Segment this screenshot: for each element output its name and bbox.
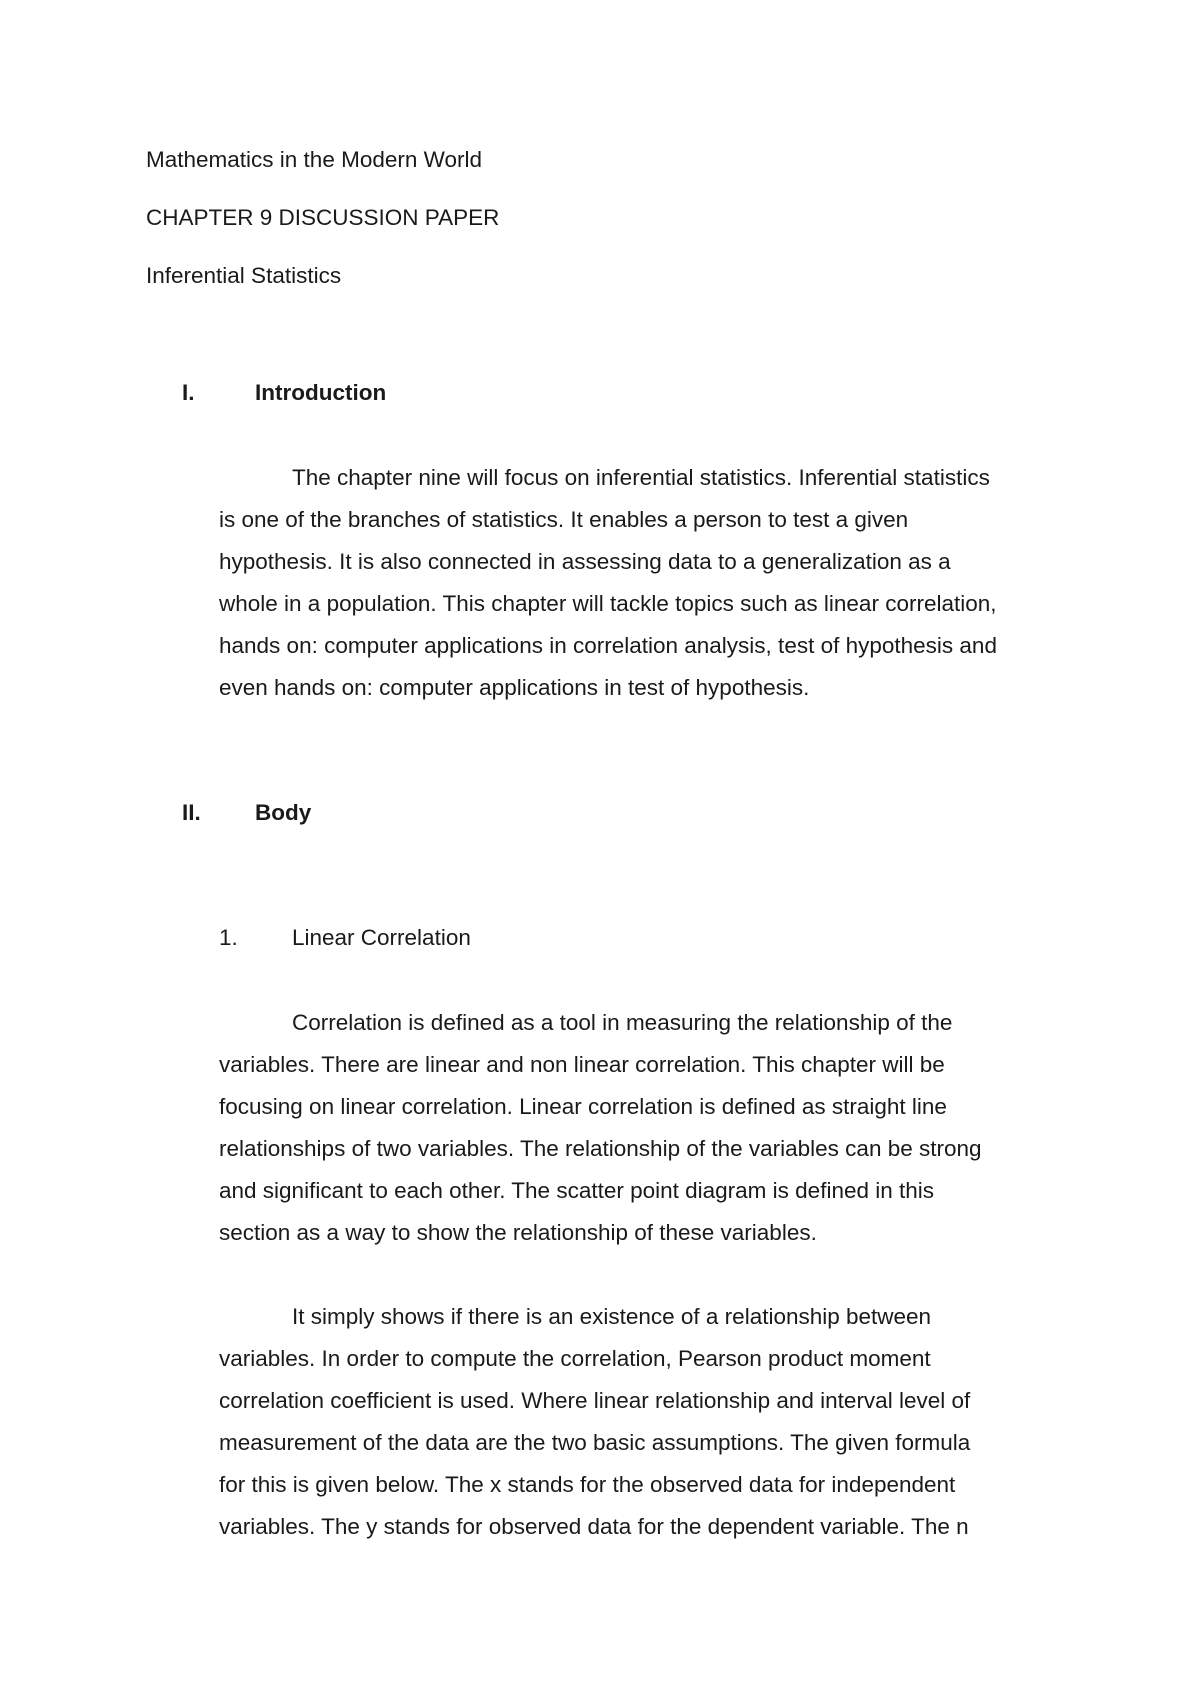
chapter-title: CHAPTER 9 DISCUSSION PAPER: [146, 205, 500, 230]
section-number-intro: I.: [182, 380, 195, 405]
paragraph-line: and significant to each other. The scatter point diagram is defined in this: [219, 1178, 935, 1203]
paragraph-line: focusing on linear correlation. Linear correlation is defined as straight line: [219, 1094, 947, 1119]
linear-correlation-paragraph-2: [219, 1296, 1079, 1548]
intro-paragraph-line: The chapter nine will focus on inferential statistics. Inferential statistics: [292, 465, 990, 490]
intro-paragraph-line: whole in a population. This chapter will tackle topics such as linear correlation,: [219, 591, 997, 616]
section-number-body: II.: [182, 800, 201, 825]
paragraph-line: Correlation is defined as a tool in measuring the relationship of the: [292, 1010, 953, 1035]
intro-paragraph-line: even hands on: computer applications in test of hypothesis.: [219, 675, 810, 700]
paragraph-line: variables. In order to compute the correlation, Pearson product moment: [219, 1346, 931, 1371]
paragraph-line: variables. There are linear and non linear correlation. This chapter will be: [219, 1052, 945, 1077]
intro-paragraph-line: hypothesis. It is also connected in assessing data to a generalization as a: [219, 549, 951, 574]
paragraph-line: It simply shows if there is an existence of a relationship between: [292, 1304, 932, 1329]
intro-paragraph-line: hands on: computer applications in correlation analysis, test of hypothesis and: [219, 633, 997, 658]
paragraph-line: relationships of two variables. The relationship of the variables can be strong: [219, 1136, 982, 1161]
paragraph-line: correlation coefficient is used. Where linear relationship and interval level of: [219, 1388, 971, 1413]
paragraph-line: for this is given below. The x stands for the observed data for independent: [219, 1472, 956, 1497]
item-number-linear-correlation: 1.: [219, 925, 238, 950]
section-heading-body: Body: [255, 800, 312, 825]
intro-paragraph: [219, 457, 1079, 709]
paragraph-line: measurement of the data are the two basic assumptions. The given formula: [219, 1430, 971, 1455]
section-heading-intro: Introduction: [255, 380, 387, 405]
course-title: Mathematics in the Modern World: [146, 147, 482, 172]
paragraph-line: variables. The y stands for observed data for the dependent variable. The n: [219, 1514, 969, 1539]
linear-correlation-paragraph-1: [219, 1002, 1079, 1254]
intro-paragraph-line: is one of the branches of statistics. It enables a person to test a given: [219, 507, 909, 532]
item-heading-linear-correlation: Linear Correlation: [292, 925, 471, 950]
topic-title: Inferential Statistics: [146, 263, 342, 288]
paragraph-line: section as a way to show the relationship of these variables.: [219, 1220, 817, 1245]
